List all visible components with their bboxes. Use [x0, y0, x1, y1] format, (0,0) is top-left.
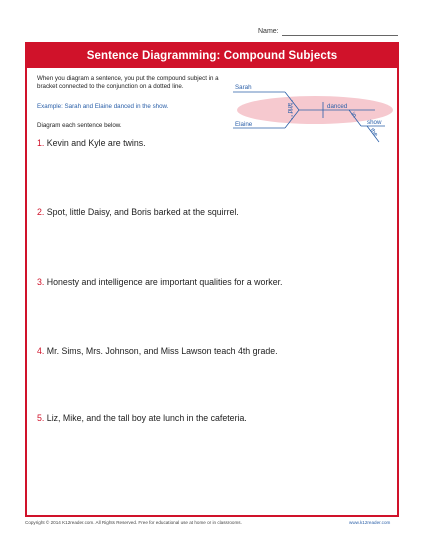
- example-text: Example: Sarah and Elaine danced in the show.: [37, 103, 169, 110]
- copyright-text: Copyright © 2014 K12reader.com. All Rights Reserved. Free for educational use at home or in classrooms.: [25, 520, 242, 525]
- sentence-text: Kevin and Kyle are twins.: [46, 138, 146, 148]
- worksheet-frame: [25, 42, 399, 517]
- intro-text: When you diagram a sentence, you put the compound subject in a bracket connected to the conjunction on a dotted line.: [37, 75, 219, 90]
- worksheet-title: Sentence Diagramming: Compound Subjects: [27, 44, 397, 68]
- sentence-1: [37, 138, 146, 148]
- diagram-word-elaine: Elaine: [235, 121, 253, 128]
- sentence-text: Spot, little Daisy, and Boris barked at the squirrel.: [46, 207, 239, 217]
- sentence-5: [37, 413, 247, 423]
- diagram-word-danced: danced: [327, 103, 348, 110]
- diagram-word-sarah: Sarah: [235, 84, 252, 91]
- name-label: Name:: [258, 28, 279, 35]
- sentence-number: 3.: [37, 277, 45, 287]
- name-blank-line: [282, 35, 398, 36]
- sentence-text: Honesty and intelligence are important qualities for a worker.: [46, 277, 283, 287]
- sentence-text: Mr. Sims, Mrs. Johnson, and Miss Lawson teach 4th grade.: [46, 346, 278, 356]
- sentence-3: [37, 277, 282, 287]
- sentence-2: [37, 207, 239, 217]
- example-diagram: [227, 78, 397, 148]
- site-link[interactable]: www.k12reader.com: [349, 520, 391, 525]
- sentence-number: 2.: [37, 207, 45, 217]
- sentence-text: Liz, Mike, and the tall boy ate lunch in the cafeteria.: [46, 413, 247, 423]
- diagram-word-show: show: [367, 119, 382, 126]
- diagram-word-and: and: [286, 103, 293, 114]
- sentence-number: 4.: [37, 346, 45, 356]
- diagram-word-the: the: [368, 126, 380, 139]
- diagram-word-in: in: [349, 110, 358, 120]
- sentence-4: [37, 346, 278, 356]
- sentence-number: 5.: [37, 413, 45, 423]
- sentence-number: 1.: [37, 138, 45, 148]
- instruction-text: Diagram each sentence below.: [37, 122, 122, 129]
